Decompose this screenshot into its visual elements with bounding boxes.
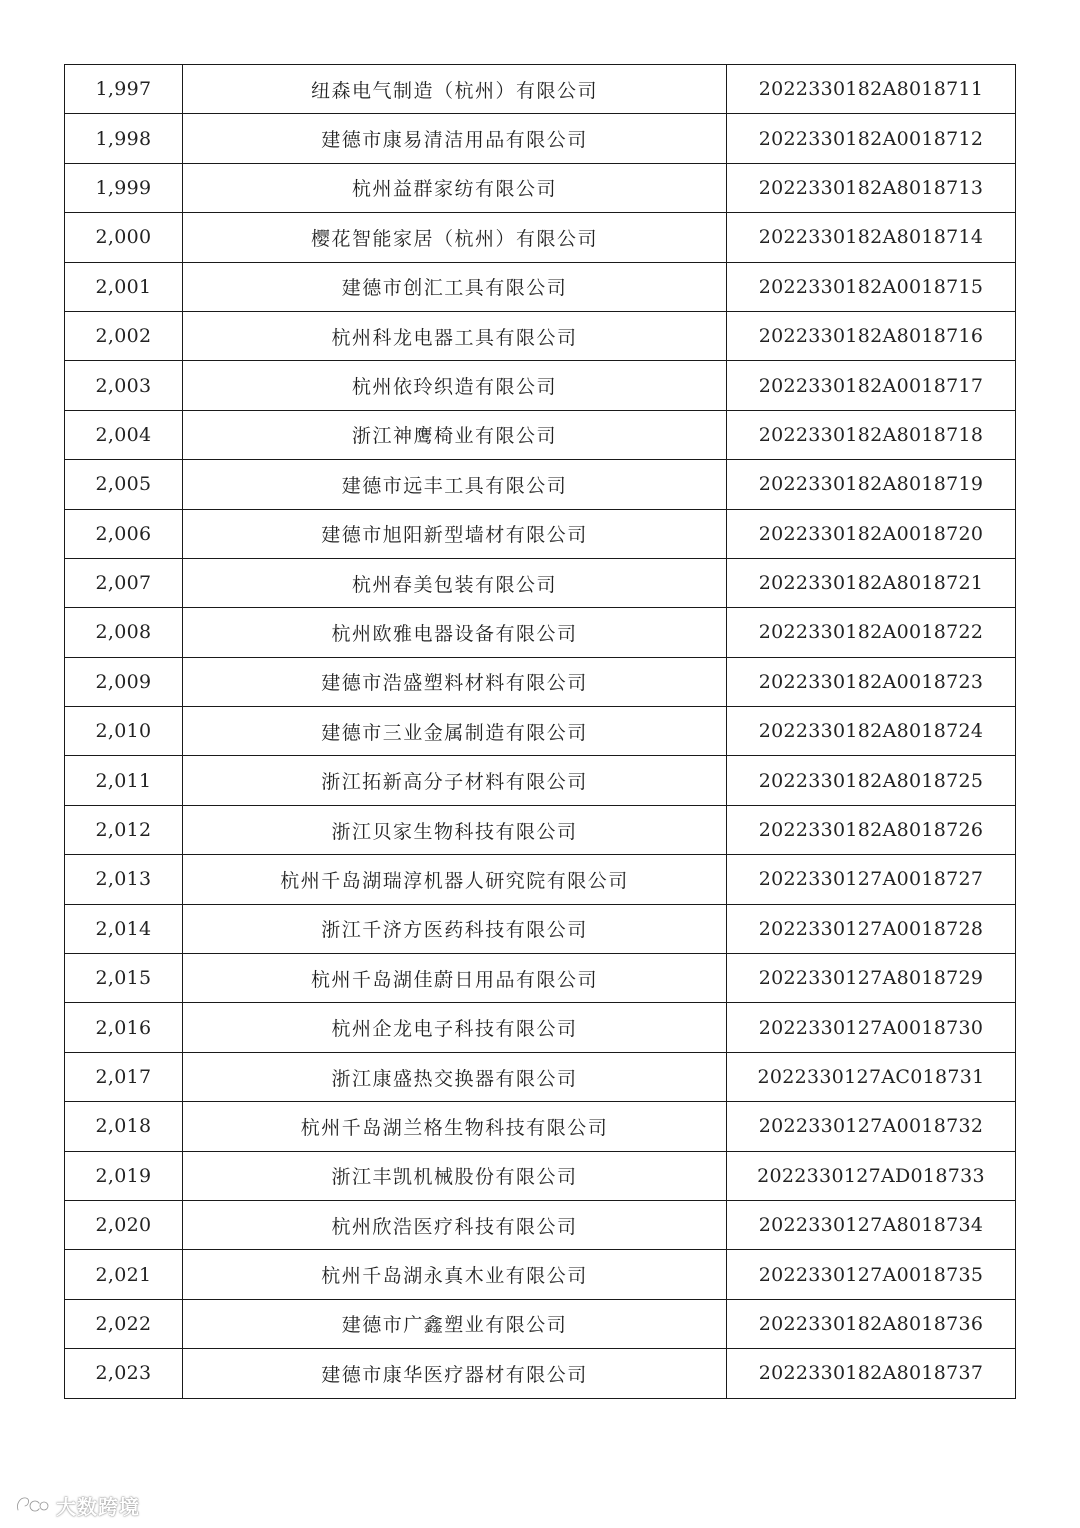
table-row bbox=[65, 1200, 1016, 1249]
row-number-cell: 2,018 bbox=[65, 1102, 183, 1151]
table-row bbox=[65, 1250, 1016, 1299]
row-number-cell: 2,006 bbox=[65, 509, 183, 558]
company-name-cell: 杭州科龙电器工具有限公司 bbox=[183, 311, 727, 360]
registration-code-cell: 2022330182A8018711 bbox=[727, 65, 1016, 114]
registration-code-cell: 2022330127A8018729 bbox=[727, 954, 1016, 1003]
table-row bbox=[65, 608, 1016, 657]
company-name-cell: 杭州千岛湖瑞淳机器人研究院有限公司 bbox=[183, 855, 727, 904]
brand-logo-icon bbox=[14, 1494, 50, 1516]
table-row bbox=[65, 657, 1016, 706]
company-name-cell: 建德市三业金属制造有限公司 bbox=[183, 707, 727, 756]
table-row bbox=[65, 163, 1016, 212]
table-row bbox=[65, 1102, 1016, 1151]
table-row bbox=[65, 361, 1016, 410]
registration-code-cell: 2022330127A8018734 bbox=[727, 1200, 1016, 1249]
row-number-cell: 2,017 bbox=[65, 1052, 183, 1101]
row-number-cell: 2,020 bbox=[65, 1200, 183, 1249]
table-row bbox=[65, 904, 1016, 953]
row-number-cell: 2,003 bbox=[65, 361, 183, 410]
company-name-cell: 杭州千岛湖兰格生物科技有限公司 bbox=[183, 1102, 727, 1151]
row-number-cell: 1,999 bbox=[65, 163, 183, 212]
table-row bbox=[65, 114, 1016, 163]
table-row bbox=[65, 262, 1016, 311]
table-row bbox=[65, 65, 1016, 114]
watermark-text: 大数跨境 bbox=[56, 1494, 140, 1519]
table-row bbox=[65, 707, 1016, 756]
registration-code-cell: 2022330182A8018725 bbox=[727, 756, 1016, 805]
row-number-cell: 2,022 bbox=[65, 1299, 183, 1348]
registration-code-cell: 2022330182A8018726 bbox=[727, 805, 1016, 854]
watermark bbox=[14, 1492, 140, 1518]
registration-code-cell: 2022330182A8018737 bbox=[727, 1349, 1016, 1398]
company-name-cell: 建德市远丰工具有限公司 bbox=[183, 460, 727, 509]
company-name-cell: 杭州依玲织造有限公司 bbox=[183, 361, 727, 410]
row-number-cell: 2,007 bbox=[65, 558, 183, 607]
registration-code-cell: 2022330182A0018717 bbox=[727, 361, 1016, 410]
registration-code-cell: 2022330182A0018712 bbox=[727, 114, 1016, 163]
row-number-cell: 1,998 bbox=[65, 114, 183, 163]
row-number-cell: 2,014 bbox=[65, 904, 183, 953]
row-number-cell: 2,002 bbox=[65, 311, 183, 360]
company-name-cell: 纽森电气制造（杭州）有限公司 bbox=[183, 65, 727, 114]
table-row bbox=[65, 460, 1016, 509]
registration-code-cell: 2022330182A8018714 bbox=[727, 213, 1016, 262]
registration-code-cell: 2022330182A0018722 bbox=[727, 608, 1016, 657]
registration-code-cell: 2022330182A0018715 bbox=[727, 262, 1016, 311]
company-name-cell: 浙江贝家生物科技有限公司 bbox=[183, 805, 727, 854]
registration-code-cell: 2022330182A8018719 bbox=[727, 460, 1016, 509]
registration-code-cell: 2022330127A0018730 bbox=[727, 1003, 1016, 1052]
registration-code-cell: 2022330127AD018733 bbox=[727, 1151, 1016, 1200]
company-name-cell: 樱花智能家居（杭州）有限公司 bbox=[183, 213, 727, 262]
company-name-cell: 建德市广鑫塑业有限公司 bbox=[183, 1299, 727, 1348]
registration-code-cell: 2022330182A8018716 bbox=[727, 311, 1016, 360]
company-name-cell: 建德市创汇工具有限公司 bbox=[183, 262, 727, 311]
company-name-cell: 浙江丰凯机械股份有限公司 bbox=[183, 1151, 727, 1200]
table-row bbox=[65, 756, 1016, 805]
company-name-cell: 建德市康华医疗器材有限公司 bbox=[183, 1349, 727, 1398]
row-number-cell: 2,008 bbox=[65, 608, 183, 657]
registration-code-cell: 2022330182A0018720 bbox=[727, 509, 1016, 558]
table-row bbox=[65, 1052, 1016, 1101]
company-name-cell: 杭州企龙电子科技有限公司 bbox=[183, 1003, 727, 1052]
company-name-cell: 建德市康易清洁用品有限公司 bbox=[183, 114, 727, 163]
row-number-cell: 1,997 bbox=[65, 65, 183, 114]
table-row bbox=[65, 855, 1016, 904]
table-row bbox=[65, 1003, 1016, 1052]
row-number-cell: 2,010 bbox=[65, 707, 183, 756]
table-row bbox=[65, 954, 1016, 1003]
company-name-cell: 建德市浩盛塑料材料有限公司 bbox=[183, 657, 727, 706]
company-name-cell: 杭州益群家纺有限公司 bbox=[183, 163, 727, 212]
registration-code-cell: 2022330182A8018721 bbox=[727, 558, 1016, 607]
company-name-cell: 浙江拓新高分子材料有限公司 bbox=[183, 756, 727, 805]
registration-code-cell: 2022330182A8018736 bbox=[727, 1299, 1016, 1348]
company-name-cell: 杭州千岛湖佳蔚日用品有限公司 bbox=[183, 954, 727, 1003]
table-row bbox=[65, 1299, 1016, 1348]
registration-code-cell: 2022330127A0018728 bbox=[727, 904, 1016, 953]
registration-code-cell: 2022330127A0018735 bbox=[727, 1250, 1016, 1299]
row-number-cell: 2,000 bbox=[65, 213, 183, 262]
row-number-cell: 2,019 bbox=[65, 1151, 183, 1200]
row-number-cell: 2,013 bbox=[65, 855, 183, 904]
row-number-cell: 2,005 bbox=[65, 460, 183, 509]
company-name-cell: 杭州春美包装有限公司 bbox=[183, 558, 727, 607]
row-number-cell: 2,016 bbox=[65, 1003, 183, 1052]
registration-code-cell: 2022330127A0018727 bbox=[727, 855, 1016, 904]
company-name-cell: 杭州千岛湖永真木业有限公司 bbox=[183, 1250, 727, 1299]
table-row bbox=[65, 509, 1016, 558]
registration-code-cell: 2022330182A0018723 bbox=[727, 657, 1016, 706]
company-list-table bbox=[64, 64, 1016, 1399]
row-number-cell: 2,009 bbox=[65, 657, 183, 706]
row-number-cell: 2,023 bbox=[65, 1349, 183, 1398]
table-row bbox=[65, 805, 1016, 854]
table-row bbox=[65, 1151, 1016, 1200]
table-row bbox=[65, 311, 1016, 360]
registration-code-cell: 2022330182A8018713 bbox=[727, 163, 1016, 212]
registration-code-cell: 2022330127AC018731 bbox=[727, 1052, 1016, 1101]
row-number-cell: 2,021 bbox=[65, 1250, 183, 1299]
row-number-cell: 2,001 bbox=[65, 262, 183, 311]
table-row bbox=[65, 558, 1016, 607]
row-number-cell: 2,015 bbox=[65, 954, 183, 1003]
table-body bbox=[65, 65, 1016, 1399]
registration-code-cell: 2022330182A8018718 bbox=[727, 410, 1016, 459]
table-row bbox=[65, 410, 1016, 459]
company-name-cell: 杭州欣浩医疗科技有限公司 bbox=[183, 1200, 727, 1249]
company-name-cell: 建德市旭阳新型墙材有限公司 bbox=[183, 509, 727, 558]
row-number-cell: 2,012 bbox=[65, 805, 183, 854]
company-name-cell: 浙江神鹰椅业有限公司 bbox=[183, 410, 727, 459]
company-name-cell: 浙江千济方医药科技有限公司 bbox=[183, 904, 727, 953]
company-name-cell: 杭州欧雅电器设备有限公司 bbox=[183, 608, 727, 657]
company-name-cell: 浙江康盛热交换器有限公司 bbox=[183, 1052, 727, 1101]
table-row bbox=[65, 1349, 1016, 1398]
table-row bbox=[65, 213, 1016, 262]
row-number-cell: 2,011 bbox=[65, 756, 183, 805]
registration-code-cell: 2022330127A0018732 bbox=[727, 1102, 1016, 1151]
registration-code-cell: 2022330182A8018724 bbox=[727, 707, 1016, 756]
row-number-cell: 2,004 bbox=[65, 410, 183, 459]
